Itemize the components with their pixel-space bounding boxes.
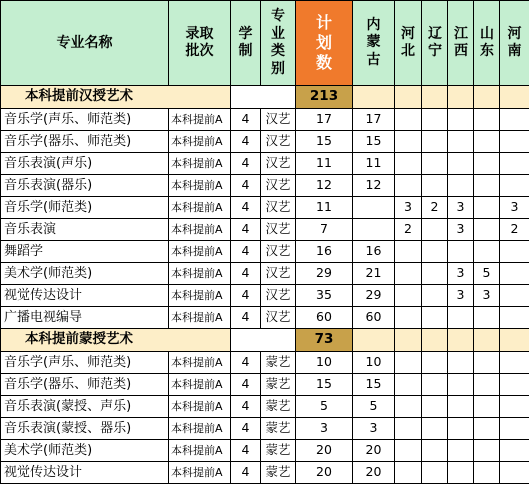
cell-jiangxi xyxy=(448,374,474,396)
header-category: 专业类别 xyxy=(261,1,296,86)
cell-hebei xyxy=(395,109,422,131)
header-liaoning: 辽宁 xyxy=(422,1,448,86)
cell-shandong xyxy=(474,396,500,418)
cell-category: 汉艺 xyxy=(261,263,296,285)
cell-major: 美术学(师范类) xyxy=(1,263,169,285)
section-blank xyxy=(231,329,296,352)
cell-liaoning xyxy=(422,241,448,263)
cell-henan xyxy=(500,175,529,197)
cell-shandong xyxy=(474,175,500,197)
cell-henan xyxy=(500,241,529,263)
cell-plan: 12 xyxy=(296,175,353,197)
cell-henan: 3 xyxy=(500,197,529,219)
cell-jiangxi xyxy=(448,352,474,374)
section-total: 73 xyxy=(296,329,353,352)
cell-jiangxi xyxy=(448,109,474,131)
cell-plan: 20 xyxy=(296,440,353,462)
cell-liaoning xyxy=(422,131,448,153)
cell-batch: 本科提前A xyxy=(169,197,231,219)
cell-inner-mongolia: 60 xyxy=(353,307,395,329)
table-body xyxy=(1,1,529,484)
section-empty-cell xyxy=(500,329,529,352)
cell-henan: 2 xyxy=(500,219,529,241)
cell-hebei xyxy=(395,241,422,263)
cell-inner-mongolia xyxy=(353,197,395,219)
cell-hebei xyxy=(395,396,422,418)
cell-years: 4 xyxy=(231,219,261,241)
cell-category: 蒙艺 xyxy=(261,396,296,418)
table-row xyxy=(1,175,529,197)
header-row xyxy=(1,1,529,86)
cell-hebei xyxy=(395,307,422,329)
cell-category: 汉艺 xyxy=(261,241,296,263)
cell-shandong xyxy=(474,418,500,440)
cell-inner-mongolia xyxy=(353,219,395,241)
section-empty-cell xyxy=(422,86,448,109)
section-total: 213 xyxy=(296,86,353,109)
cell-henan xyxy=(500,418,529,440)
section-header-row xyxy=(1,329,529,352)
cell-years: 4 xyxy=(231,418,261,440)
cell-years: 4 xyxy=(231,263,261,285)
section-empty-cell xyxy=(474,86,500,109)
cell-years: 4 xyxy=(231,396,261,418)
cell-category: 汉艺 xyxy=(261,285,296,307)
cell-liaoning xyxy=(422,352,448,374)
cell-category: 蒙艺 xyxy=(261,352,296,374)
cell-inner-mongolia: 3 xyxy=(353,418,395,440)
cell-jiangxi xyxy=(448,153,474,175)
cell-major: 视觉传达设计 xyxy=(1,285,169,307)
cell-inner-mongolia: 11 xyxy=(353,153,395,175)
cell-years: 4 xyxy=(231,374,261,396)
cell-shandong xyxy=(474,131,500,153)
cell-plan: 11 xyxy=(296,153,353,175)
cell-category: 汉艺 xyxy=(261,175,296,197)
cell-shandong: 5 xyxy=(474,263,500,285)
cell-major: 音乐表演(蒙授、器乐) xyxy=(1,418,169,440)
cell-hebei xyxy=(395,352,422,374)
header-hebei: 河北 xyxy=(395,1,422,86)
table-row xyxy=(1,153,529,175)
cell-inner-mongolia: 16 xyxy=(353,241,395,263)
cell-plan: 29 xyxy=(296,263,353,285)
cell-major: 音乐学(声乐、师范类) xyxy=(1,352,169,374)
cell-years: 4 xyxy=(231,109,261,131)
table-row xyxy=(1,241,529,263)
cell-henan xyxy=(500,285,529,307)
header-shandong: 山东 xyxy=(474,1,500,86)
cell-batch: 本科提前A xyxy=(169,175,231,197)
cell-hebei xyxy=(395,131,422,153)
cell-liaoning xyxy=(422,462,448,484)
section-empty-cell xyxy=(395,86,422,109)
cell-henan xyxy=(500,109,529,131)
section-empty-cell xyxy=(448,329,474,352)
cell-shandong xyxy=(474,440,500,462)
cell-shandong xyxy=(474,307,500,329)
cell-inner-mongolia: 20 xyxy=(353,462,395,484)
cell-shandong xyxy=(474,109,500,131)
section-header-row xyxy=(1,86,529,109)
cell-jiangxi xyxy=(448,131,474,153)
cell-shandong xyxy=(474,219,500,241)
section-empty-cell xyxy=(353,86,395,109)
header-plan: 计划数 xyxy=(296,1,353,86)
cell-jiangxi: 3 xyxy=(448,219,474,241)
cell-shandong: 3 xyxy=(474,285,500,307)
header-inner-mongolia: 内蒙古 xyxy=(353,1,395,86)
cell-jiangxi: 3 xyxy=(448,263,474,285)
table-row xyxy=(1,131,529,153)
table-row xyxy=(1,307,529,329)
cell-liaoning xyxy=(422,153,448,175)
cell-jiangxi xyxy=(448,396,474,418)
cell-batch: 本科提前A xyxy=(169,307,231,329)
cell-jiangxi xyxy=(448,307,474,329)
cell-category: 蒙艺 xyxy=(261,440,296,462)
header-jiangxi: 江西 xyxy=(448,1,474,86)
cell-liaoning xyxy=(422,307,448,329)
table-row xyxy=(1,440,529,462)
cell-shandong xyxy=(474,197,500,219)
cell-liaoning xyxy=(422,396,448,418)
cell-jiangxi xyxy=(448,440,474,462)
cell-plan: 5 xyxy=(296,396,353,418)
cell-henan xyxy=(500,440,529,462)
header-batch: 录取批次 xyxy=(169,1,231,86)
cell-plan: 15 xyxy=(296,131,353,153)
cell-inner-mongolia: 12 xyxy=(353,175,395,197)
cell-hebei xyxy=(395,418,422,440)
cell-category: 汉艺 xyxy=(261,307,296,329)
cell-years: 4 xyxy=(231,462,261,484)
table-row xyxy=(1,285,529,307)
cell-henan xyxy=(500,307,529,329)
section-name: 本科提前蒙授艺术 xyxy=(1,329,231,352)
cell-inner-mongolia: 15 xyxy=(353,374,395,396)
cell-shandong xyxy=(474,374,500,396)
cell-liaoning xyxy=(422,374,448,396)
cell-plan: 11 xyxy=(296,197,353,219)
cell-jiangxi: 3 xyxy=(448,285,474,307)
section-empty-cell xyxy=(422,329,448,352)
table-row xyxy=(1,352,529,374)
cell-henan xyxy=(500,153,529,175)
cell-batch: 本科提前A xyxy=(169,462,231,484)
cell-category: 蒙艺 xyxy=(261,418,296,440)
cell-hebei xyxy=(395,440,422,462)
cell-liaoning xyxy=(422,263,448,285)
cell-henan xyxy=(500,131,529,153)
cell-henan xyxy=(500,396,529,418)
cell-batch: 本科提前A xyxy=(169,219,231,241)
cell-major: 舞蹈学 xyxy=(1,241,169,263)
cell-inner-mongolia: 21 xyxy=(353,263,395,285)
cell-plan: 20 xyxy=(296,462,353,484)
cell-plan: 3 xyxy=(296,418,353,440)
header-years: 学制 xyxy=(231,1,261,86)
cell-hebei xyxy=(395,374,422,396)
cell-jiangxi xyxy=(448,241,474,263)
section-name: 本科提前汉授艺术 xyxy=(1,86,231,109)
table-row xyxy=(1,418,529,440)
section-empty-cell xyxy=(474,329,500,352)
cell-years: 4 xyxy=(231,440,261,462)
cell-henan xyxy=(500,263,529,285)
cell-batch: 本科提前A xyxy=(169,263,231,285)
cell-major: 音乐学(师范类) xyxy=(1,197,169,219)
cell-liaoning xyxy=(422,285,448,307)
cell-major: 音乐表演(蒙授、声乐) xyxy=(1,396,169,418)
table-row xyxy=(1,263,529,285)
cell-inner-mongolia: 20 xyxy=(353,440,395,462)
cell-years: 4 xyxy=(231,153,261,175)
cell-inner-mongolia: 29 xyxy=(353,285,395,307)
cell-batch: 本科提前A xyxy=(169,131,231,153)
cell-hebei xyxy=(395,462,422,484)
cell-major: 音乐学(器乐、师范类) xyxy=(1,131,169,153)
cell-batch: 本科提前A xyxy=(169,352,231,374)
cell-hebei xyxy=(395,263,422,285)
cell-shandong xyxy=(474,352,500,374)
cell-major: 美术学(师范类) xyxy=(1,440,169,462)
table-row xyxy=(1,374,529,396)
cell-batch: 本科提前A xyxy=(169,440,231,462)
cell-plan: 10 xyxy=(296,352,353,374)
cell-liaoning xyxy=(422,219,448,241)
cell-inner-mongolia: 10 xyxy=(353,352,395,374)
cell-major: 音乐表演 xyxy=(1,219,169,241)
cell-plan: 7 xyxy=(296,219,353,241)
cell-category: 蒙艺 xyxy=(261,374,296,396)
cell-category: 汉艺 xyxy=(261,109,296,131)
table-row xyxy=(1,197,529,219)
cell-hebei xyxy=(395,285,422,307)
cell-category: 汉艺 xyxy=(261,153,296,175)
cell-category: 蒙艺 xyxy=(261,462,296,484)
header-henan: 河南 xyxy=(500,1,529,86)
cell-inner-mongolia: 15 xyxy=(353,131,395,153)
cell-liaoning xyxy=(422,109,448,131)
cell-batch: 本科提前A xyxy=(169,285,231,307)
section-empty-cell xyxy=(448,86,474,109)
cell-liaoning xyxy=(422,440,448,462)
cell-batch: 本科提前A xyxy=(169,374,231,396)
table-row xyxy=(1,109,529,131)
section-empty-cell xyxy=(395,329,422,352)
cell-liaoning xyxy=(422,418,448,440)
cell-category: 汉艺 xyxy=(261,219,296,241)
section-empty-cell xyxy=(353,329,395,352)
cell-hebei: 2 xyxy=(395,219,422,241)
cell-jiangxi: 3 xyxy=(448,197,474,219)
cell-major: 音乐表演(器乐) xyxy=(1,175,169,197)
cell-years: 4 xyxy=(231,197,261,219)
cell-years: 4 xyxy=(231,352,261,374)
cell-inner-mongolia: 5 xyxy=(353,396,395,418)
table-row xyxy=(1,462,529,484)
cell-batch: 本科提前A xyxy=(169,396,231,418)
section-blank xyxy=(231,86,296,109)
cell-hebei xyxy=(395,153,422,175)
cell-batch: 本科提前A xyxy=(169,109,231,131)
cell-major: 音乐表演(声乐) xyxy=(1,153,169,175)
cell-batch: 本科提前A xyxy=(169,418,231,440)
cell-liaoning xyxy=(422,175,448,197)
cell-batch: 本科提前A xyxy=(169,241,231,263)
cell-years: 4 xyxy=(231,175,261,197)
cell-years: 4 xyxy=(231,307,261,329)
table-row xyxy=(1,396,529,418)
cell-plan: 17 xyxy=(296,109,353,131)
cell-shandong xyxy=(474,241,500,263)
cell-shandong xyxy=(474,462,500,484)
cell-major: 音乐学(器乐、师范类) xyxy=(1,374,169,396)
section-empty-cell xyxy=(500,86,529,109)
cell-plan: 60 xyxy=(296,307,353,329)
cell-inner-mongolia: 17 xyxy=(353,109,395,131)
cell-major: 广播电视编导 xyxy=(1,307,169,329)
cell-category: 汉艺 xyxy=(261,131,296,153)
cell-major: 视觉传达设计 xyxy=(1,462,169,484)
cell-major: 音乐学(声乐、师范类) xyxy=(1,109,169,131)
table-row xyxy=(1,219,529,241)
cell-plan: 16 xyxy=(296,241,353,263)
cell-jiangxi xyxy=(448,175,474,197)
cell-hebei: 3 xyxy=(395,197,422,219)
cell-plan: 15 xyxy=(296,374,353,396)
cell-henan xyxy=(500,374,529,396)
header-major: 专业名称 xyxy=(1,1,169,86)
cell-jiangxi xyxy=(448,462,474,484)
cell-liaoning: 2 xyxy=(422,197,448,219)
cell-henan xyxy=(500,462,529,484)
cell-hebei xyxy=(395,175,422,197)
cell-category: 汉艺 xyxy=(261,197,296,219)
cell-shandong xyxy=(474,153,500,175)
cell-plan: 35 xyxy=(296,285,353,307)
cell-batch: 本科提前A xyxy=(169,153,231,175)
cell-years: 4 xyxy=(231,131,261,153)
cell-years: 4 xyxy=(231,241,261,263)
cell-jiangxi xyxy=(448,418,474,440)
cell-years: 4 xyxy=(231,285,261,307)
cell-henan xyxy=(500,352,529,374)
